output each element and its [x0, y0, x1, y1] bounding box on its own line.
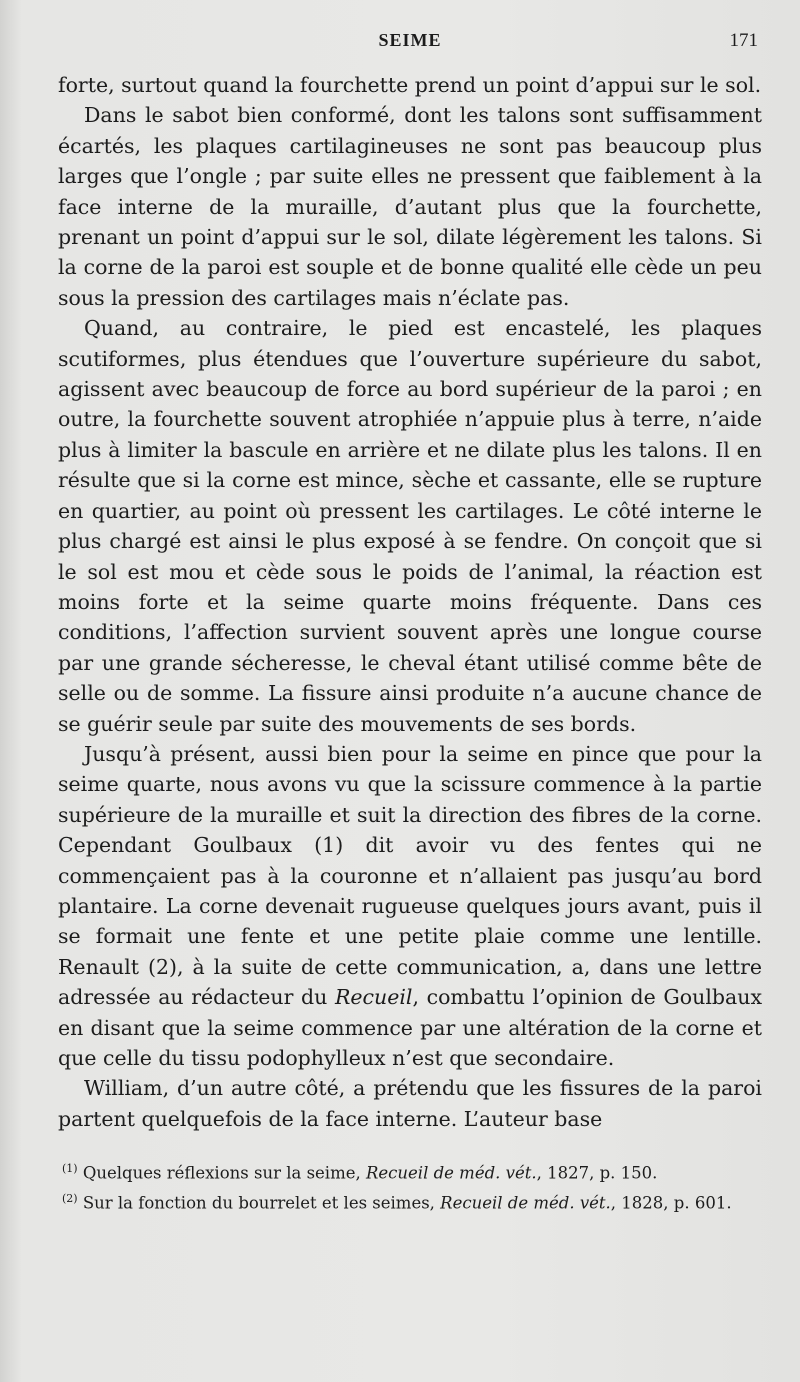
footnote-marker: (1)	[62, 1162, 78, 1176]
text-run: Jusqu’à présent, aussi bien pour la seime en pince que pour la seime quarte, nous avons vu que la scissure commence à la partie supérieure de la muraille et suit la direction des fibres de la corne. Cependant Goulbaux (1) dit avoir vu des fentes qui ne commençaient pas à la couronne et n’allaient pas jusqu’au bord plantaire. La corne devenait rugueuse quelques jours avant, puis il se formait une fente et une petite plaie comme une lentille. Renault (2), à la suite de cette communication, a, dans une lettre adressée au rédacteur du	[58, 741, 762, 1010]
text-run: Quelques réflexions sur la seime,	[77, 1163, 366, 1183]
italic-text: Recueil de méd. vét.	[440, 1193, 611, 1213]
footnotes	[58, 1156, 762, 1215]
text-run: , 1828, p. 601.	[610, 1193, 732, 1213]
running-head	[58, 30, 762, 58]
footnote	[58, 1156, 762, 1186]
footnote	[58, 1186, 762, 1216]
page-number: 171	[729, 30, 758, 51]
paragraph	[58, 1073, 762, 1134]
footnote-marker: (2)	[62, 1191, 78, 1205]
text-run: Dans le sabot bien conformé, dont les talons sont suffisamment écartés, les plaques cartilagineuses ne sont pas beaucoup plus larges que l’ongle ; par suite elles ne pressent que faiblement à la face interne de la muraille, d’autant plus que la fourchette, prenant un point d’appui sur le sol, dilate légèrement les talons. Si la corne de la paroi est souple et de bonne qualité elle cède un peu sous la pression des cartilages mais n’éclate pas.	[58, 103, 762, 310]
text-run: William, d’un autre côté, a prétendu que les fissures de la paroi partent quelquefois de la face interne. L’auteur base	[58, 1076, 762, 1131]
italic-text: Recueil	[334, 985, 413, 1010]
text-run: Sur la fonction du bourrelet et les seimes,	[77, 1193, 441, 1213]
body-text	[58, 70, 762, 1134]
text-run: forte, surtout quand la fourchette prend un point d’appui sur le sol.	[58, 73, 762, 97]
text-run: , combattu l’opinion de Goulbaux en disant que la seime commence par une altération de la corne et que celle du tissu podophylleux n’est que secondaire.	[58, 985, 763, 1070]
paragraph	[58, 100, 762, 313]
text-run: , 1827, p. 150.	[536, 1163, 658, 1183]
text-run: Quand, au contraire, le pied est encastelé, les plaques scutiformes, plus étendues que l’ouverture supérieure du sabot, agissent avec beaucoup de force au bord supérieur de la paroi ; en outre, la fourchette souvent atrophiée n’appuie plus à terre, n’aide plus à limiter la bascule en arrière et ne dilate plus les talons. Il en résulte que si la corne est mince, sèche et cassante, elle se rupture en quartier, au point où pressent les cartilages. Le côté interne le plus chargé est ainsi le plus exposé à se fendre. On conçoit que si le sol est mou et cède sous le poids de l’animal, la réaction est moins forte et la seime quarte moins fréquente. Dans ces conditions, l’affection survient souvent après une longue course par une grande sécheresse, le cheval étant utilisé comme bête de selle ou de somme. La fissure ainsi produite n’a aucune chance de se guérir seule par suite des mouvements de ses bords.	[58, 316, 762, 736]
paragraph	[58, 70, 762, 100]
paragraph	[58, 313, 762, 739]
paragraph	[58, 739, 762, 1073]
running-title: SEIME	[378, 30, 442, 50]
italic-text: Recueil de méd. vét.	[365, 1163, 537, 1183]
